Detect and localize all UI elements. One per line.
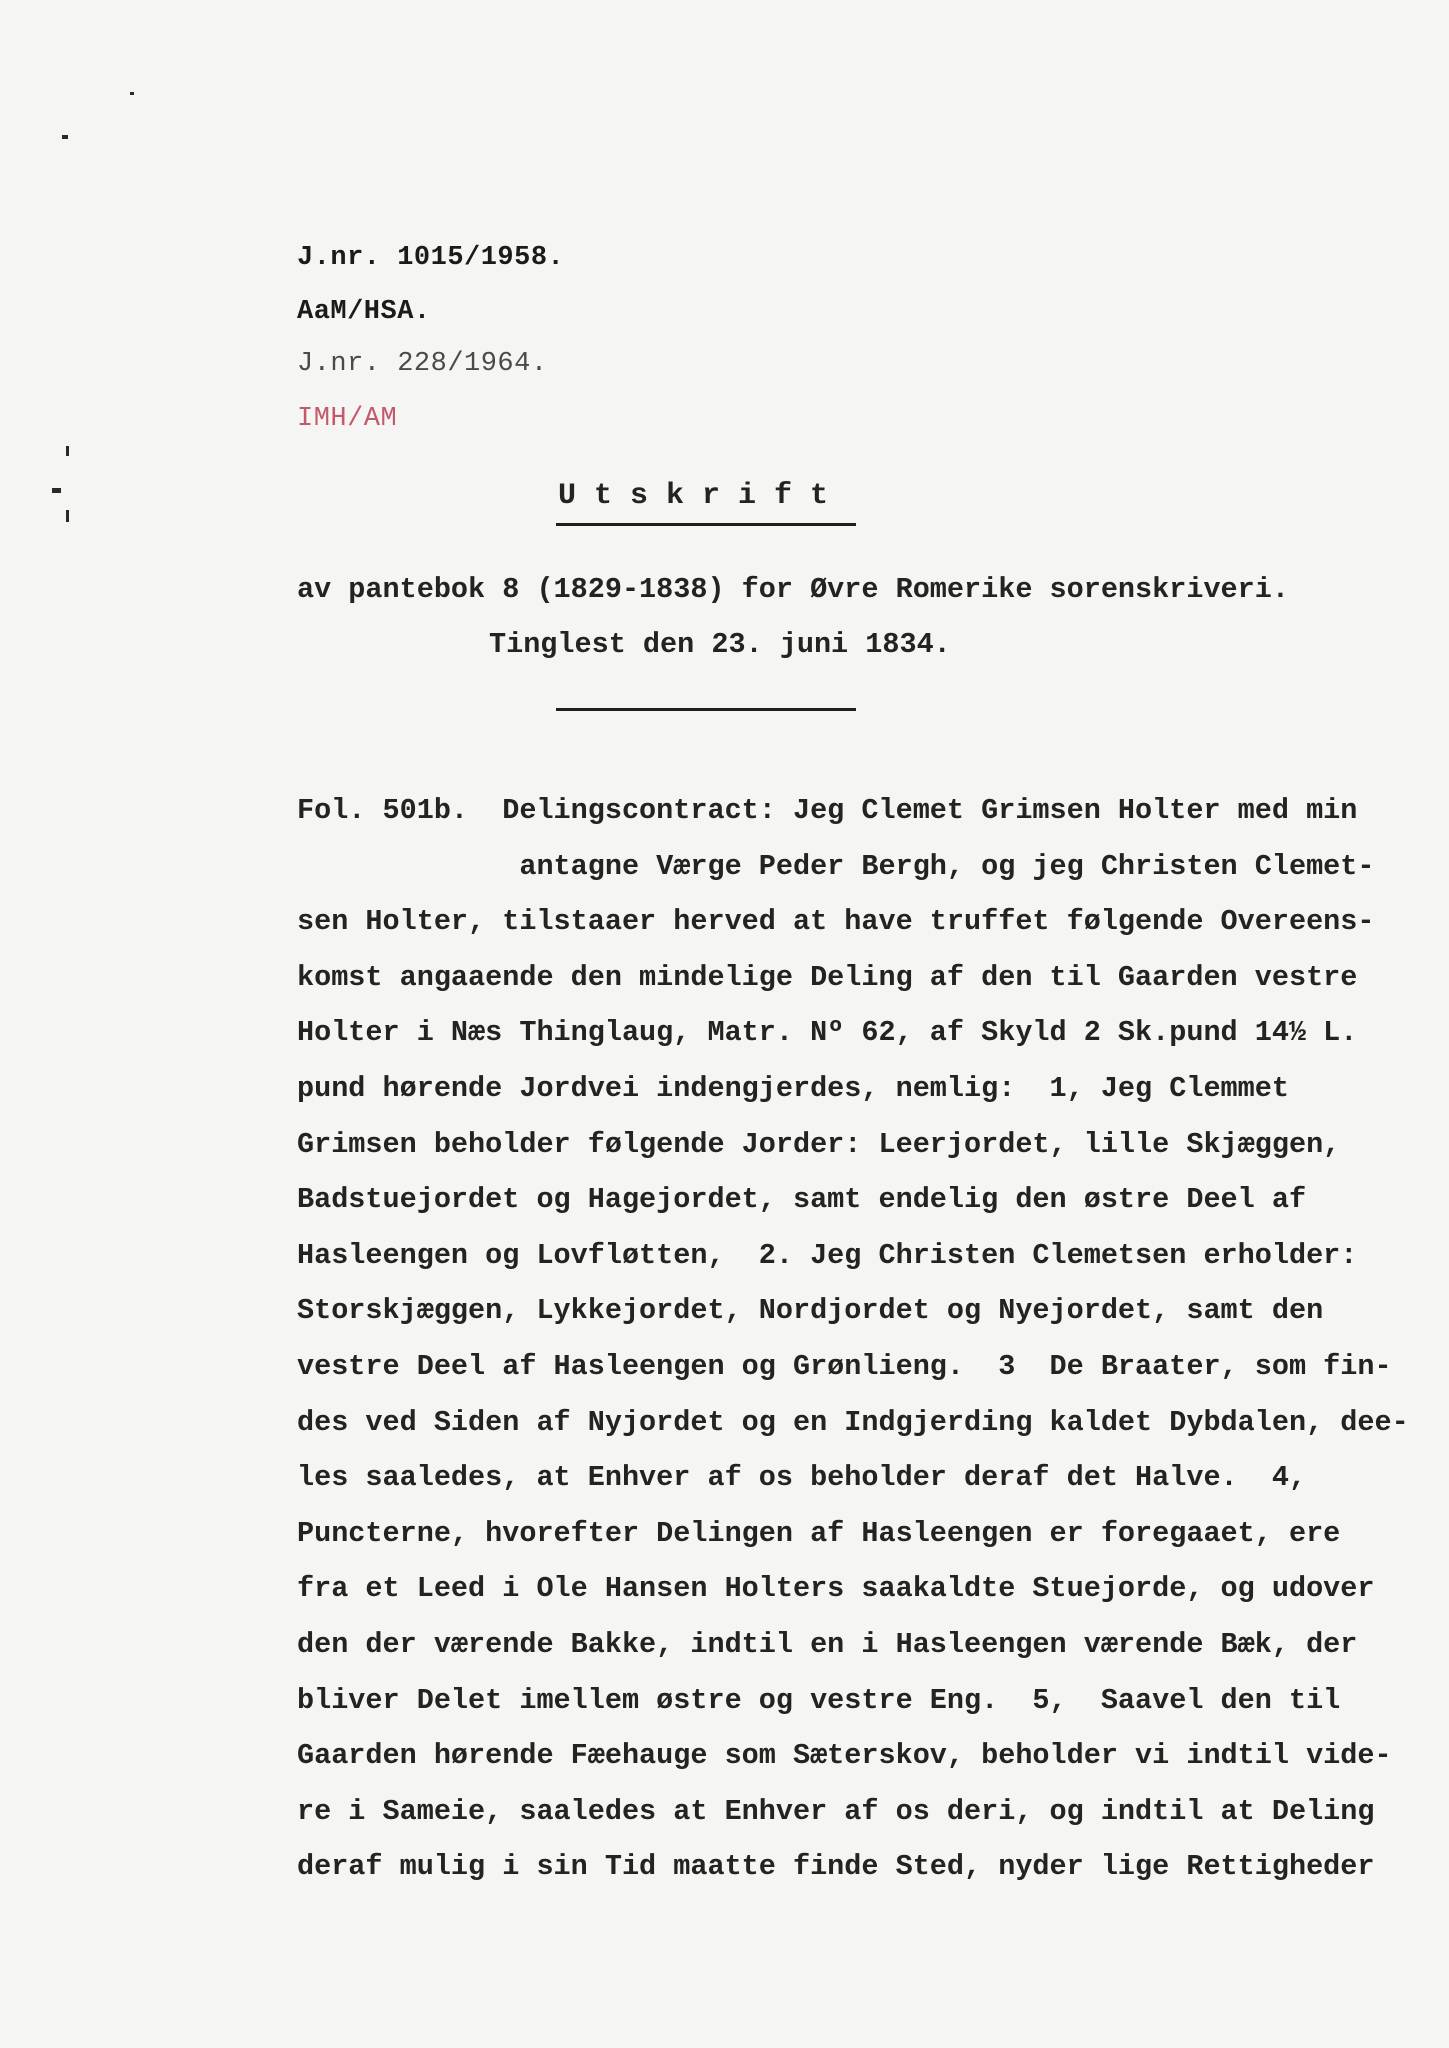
body-line: Puncterne, hvorefter Delingen af Hasleengen er foregaaet, ere — [297, 1516, 1341, 1550]
body-line: Badstuejordet og Hagejordet, samt endelig den østre Deel af — [297, 1183, 1307, 1217]
margin-speck — [130, 92, 134, 95]
body-line: pund hørende Jordvei indengjerdes, nemlig: 1, Jeg Clemmet — [297, 1072, 1289, 1105]
journal-number-2: J.nr. 228/1964. — [297, 349, 548, 379]
document-title: U t s k r i f t — [558, 479, 829, 513]
body-line: re i Sameie, saaledes at Enhver af os deri, og indtil at Deling — [297, 1794, 1375, 1828]
body-line: bliver Delet imellem østre og vestre Eng. 5, Saavel den til — [297, 1683, 1341, 1717]
body-line: fra et Leed i Ole Hansen Holters saakaldte Stuejorde, og udover — [297, 1572, 1375, 1606]
section-divider — [556, 708, 856, 711]
journal-number-1: J.nr. 1015/1958. — [297, 243, 565, 273]
body-line: Gaarden hørende Fæehauge som Sæterskov, beholder vi indtil vide- — [297, 1739, 1392, 1773]
margin-speck — [66, 510, 69, 522]
body-line: den der værende Bakke, indtil en i Hasleengen værende Bæk, der — [297, 1628, 1358, 1661]
subtitle-line-1: av pantebok 8 (1829-1838) for Øvre Romerike sorenskriveri. — [297, 573, 1289, 606]
body-line: Hasleengen og Lovfløtten, 2. Jeg Christen Clemetsen erholder: — [297, 1238, 1358, 1272]
body-line: komst angaaende den mindelige Deling af den til Gaarden vestre — [297, 960, 1358, 994]
body-line: Grimsen beholder følgende Jorder: Leerjordet, lille Skjæggen, — [297, 1127, 1341, 1161]
title-underline — [556, 523, 856, 526]
body-line: deraf mulig i sin Tid maatte finde Sted, nyder lige Rettigheder — [297, 1850, 1375, 1884]
margin-speck — [52, 488, 61, 493]
margin-speck — [62, 135, 68, 139]
body-line: des ved Siden af Nyjordet og en Indgjerding kaldet Dybdalen, dee- — [297, 1405, 1409, 1439]
body-line: antagne Værge Peder Bergh, og jeg Christen Clemet- — [297, 849, 1375, 883]
initials-2: IMH/AM — [297, 404, 398, 434]
margin-speck — [66, 446, 69, 456]
subtitle-line-2: Tinglest den 23. juni 1834. — [489, 628, 951, 661]
body-line: vestre Deel af Hasleengen og Grønlieng. 3 De Braater, som fin- — [297, 1350, 1392, 1383]
body-line: Fol. 501b. Delingscontract: Jeg Clemet Grimsen Holter med min — [297, 794, 1358, 827]
body-line: Storskjæggen, Lykkejordet, Nordjordet og Nyejordet, samt den — [297, 1294, 1324, 1328]
body-line: Holter i Næs Thinglaug, Matr. Nº 62, af Skyld 2 Sk.pund 14½ L. — [297, 1016, 1358, 1050]
initials-1: AaM/HSA. — [297, 297, 431, 327]
body-line: les saaledes, at Enhver af os beholder deraf det Halve. 4, — [297, 1461, 1307, 1495]
body-line: sen Holter, tilstaaer herved at have truffet følgende Overeens- — [297, 905, 1375, 939]
